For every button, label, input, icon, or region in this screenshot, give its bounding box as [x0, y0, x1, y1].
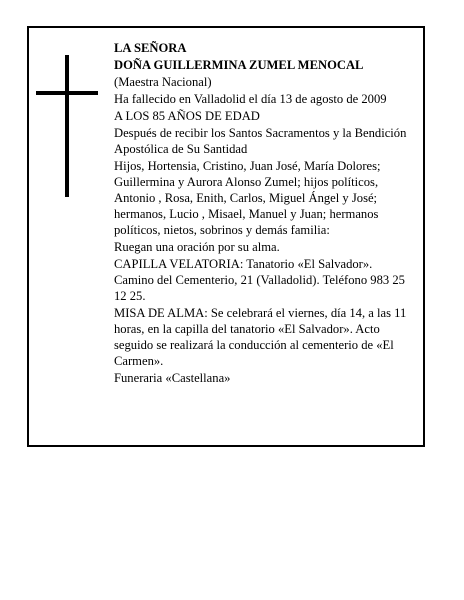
family-statement: Hijos, Hortensia, Cristino, Juan José, María Dolores; Guillermina y Aurora Alonso Zumel; hijos políticos, Antonio , Rosa, Enith, Carlos, Miguel Ángel y José; hermanos, Lucio , Misael, Manuel y Juan; hermanos políticos, nietos, sobrinos y demás familia: — [114, 159, 381, 237]
cross-vertical-bar — [65, 55, 69, 197]
prayer-request: Ruegan una oración por su alma. — [114, 240, 280, 254]
obituary-text — [114, 40, 410, 387]
death-statement: Ha fallecido en Valladolid el día 13 de agosto de 2009 — [114, 92, 387, 106]
sacraments-statement: Después de recibir los Santos Sacramentos y la Bendición Apostólica de Su Santidad — [114, 126, 407, 156]
funeral-home: Funeraria «Castellana» — [114, 371, 231, 385]
age-statement: A LOS 85 AÑOS DE EDAD — [114, 109, 260, 123]
cross-icon — [36, 55, 96, 197]
deceased-profession: (Maestra Nacional) — [114, 75, 212, 89]
deceased-name: DOÑA GUILLERMINA ZUMEL MENOCAL — [114, 58, 364, 72]
notice-title: LA SEÑORA — [114, 41, 187, 55]
cross-horizontal-bar — [36, 91, 98, 95]
chapel-info: CAPILLA VELATORIA: Tanatorio «El Salvador». Camino del Cementerio, 21 (Valladolid). Teléfono 983 25 12 25. — [114, 257, 405, 303]
mass-info: MISA DE ALMA: Se celebrará el viernes, día 14, a las 11 horas, en la capilla del tanatorio «El Salvador». Acto seguido se realizará la conducción al cementerio de «El Carmen». — [114, 306, 407, 368]
